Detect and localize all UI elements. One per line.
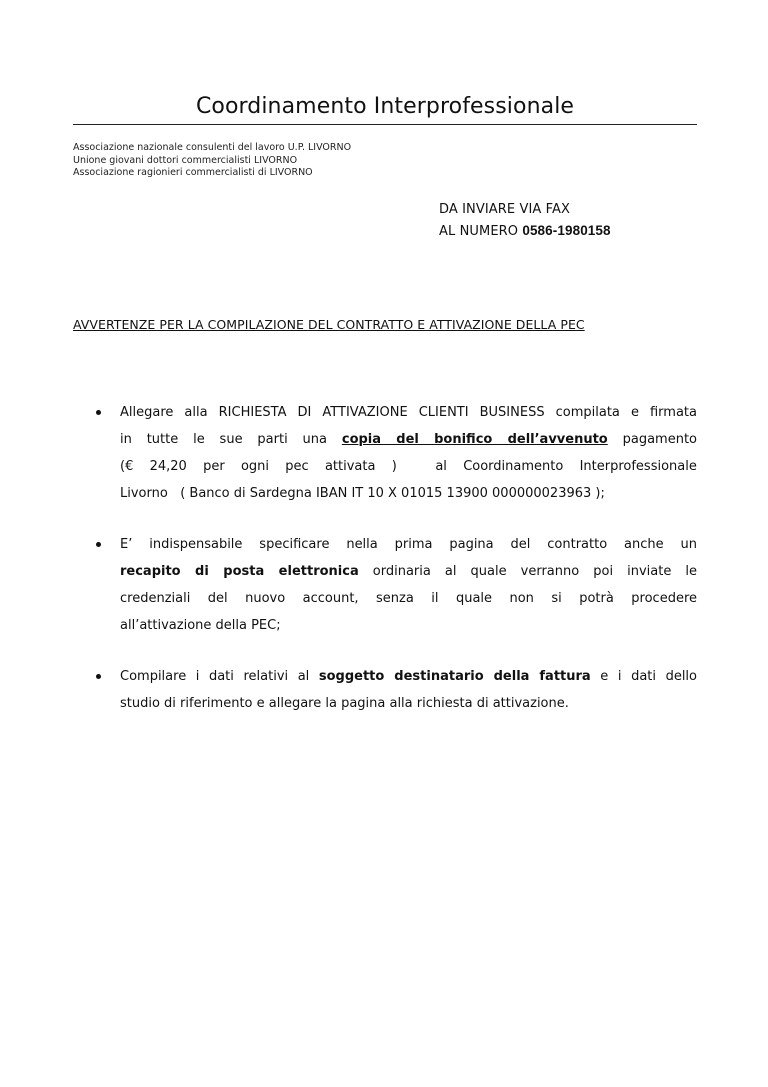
text-line: Livorno ( Banco di Sardegna IBAN IT 10 X 01015 13900 000000023963 ); (120, 486, 605, 501)
list-item (73, 531, 697, 639)
text-fragment: pec (285, 459, 309, 474)
text-line (120, 453, 697, 480)
association-list (73, 142, 351, 180)
text-fragment: 24,20 (149, 459, 187, 474)
text-fragment: (€ (120, 459, 134, 474)
text-line: E’ indispensabile specificare nella prima pagina del contratto anche un (120, 537, 697, 552)
text-line (120, 558, 697, 585)
text-line: credenziali del nuovo account, senza il quale non si potrà procedere (120, 591, 697, 606)
text-line: studio di riferimento e allegare la pagina alla richiesta di attivazione. (120, 696, 569, 711)
list-item (73, 399, 697, 507)
fax-line-1: DA INVIARE VIA FAX (439, 202, 571, 217)
bullet-icon (96, 542, 101, 547)
text-fragment: Interprofessionale (579, 459, 697, 474)
text-fragment: ordinaria al quale verranno poi inviate le (372, 564, 698, 579)
page-title: Coordinamento Interprofessionale (195, 94, 575, 119)
emphasis-text: recapito di posta elettronica (120, 564, 359, 579)
title-divider (73, 124, 697, 125)
emphasis-text: copia del bonifico dell’avvenuto (341, 432, 608, 447)
text-fragment: Compilare i dati relativi al (120, 669, 310, 684)
list-item (73, 663, 697, 717)
fax-number: 0586-1980158 (522, 223, 611, 238)
association-line: Associazione ragionieri commercialisti di LIVORNO (73, 167, 313, 179)
instruction-list (73, 399, 697, 717)
text-fragment: attivata (324, 459, 376, 474)
text-fragment: per (203, 459, 225, 474)
association-line: Associazione nazionale consulenti del lavoro U.P. LIVORNO (73, 142, 352, 153)
text-line: all’attivazione della PEC; (120, 618, 281, 633)
text-line: Allegare alla RICHIESTA DI ATTIVAZIONE CLIENTI BUSINESS compilata e firmata (120, 405, 697, 420)
emphasis-text: soggetto destinatario della fattura (318, 669, 591, 684)
text-fragment: e i dati dello (600, 669, 697, 684)
fax-notice (439, 199, 611, 242)
text-fragment: Coordinamento (463, 459, 564, 474)
fax-line-2 (439, 220, 611, 242)
text-line (120, 426, 697, 453)
text-fragment: pagamento (622, 432, 697, 447)
text-fragment: ) (391, 459, 397, 474)
text-fragment: in tutte le sue parti una (120, 432, 327, 447)
fax-prefix: AL NUMERO (439, 224, 519, 239)
bullet-icon (96, 410, 101, 415)
association-line: Unione giovani dottori commercialisti LIVORNO (73, 154, 298, 166)
section-heading: AVVERTENZE PER LA COMPILAZIONE DEL CONTRATTO E ATTIVAZIONE DELLA PEC (73, 317, 585, 332)
bullet-icon (96, 674, 101, 679)
text-fragment: ogni (240, 459, 270, 474)
text-fragment: al (435, 459, 447, 474)
text-line (120, 663, 697, 690)
